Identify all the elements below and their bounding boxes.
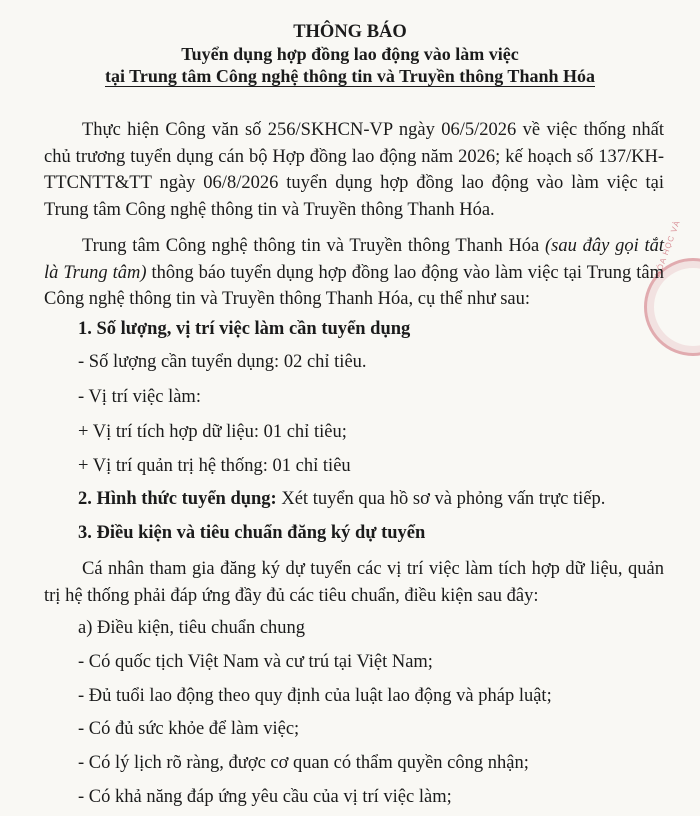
section2-heading: 2. Hình thức tuyển dụng: (78, 489, 277, 509)
intro-paragraph-1: Thực hiện Công văn số 256/SKHCN-VP ngày 06/5/2026 về việc thống nhất chủ trương tuyển dụng cán bộ Hợp đồng lao động năm 2026; kế hoạch số 137/KH-TTCNTT&TT ngày 06/8/2026 tuyển dụng hợp đồng lao động vào làm việc tại Trung tâm Công nghệ thông tin và Truyền thông Thanh Hóa. (44, 120, 664, 220)
stamp-text: HÓA HỌC VÀ (653, 218, 682, 279)
section3-heading: 3. Điều kiện và tiêu chuẩn đăng ký dự tuyển (78, 523, 426, 543)
document-title: THÔNG BÁO (293, 22, 407, 42)
section3-intro: Cá nhân tham gia đăng ký dự tuyển các vị trí việc làm tích hợp dữ liệu, quản trị hệ thống phải đáp ứng đầy đủ các tiêu chuẩn, điều kiện sau đây: (44, 559, 664, 606)
section1-item: + Vị trí quản trị hệ thống: 01 chỉ tiêu (78, 456, 351, 476)
document-subtitle-line2-wrap (0, 65, 700, 87)
document-subtitle-line2: tại Trung tâm Công nghệ thông tin và Truyền thông Thanh Hóa (105, 66, 595, 86)
section3-item: - Có đủ sức khỏe để làm việc; (78, 719, 300, 739)
section1-item: - Số lượng cần tuyển dụng: 02 chỉ tiêu. (78, 352, 367, 372)
section1-item: + Vị trí tích hợp dữ liệu: 01 chỉ tiêu; (78, 422, 347, 442)
intro-paragraph-2 (44, 233, 664, 313)
document-subtitle-line1: Tuyển dụng hợp đồng lao động vào làm việc (181, 44, 519, 64)
section3-item: - Có khả năng đáp ứng yêu cầu của vị trí việc làm; (78, 787, 452, 807)
section1-heading: 1. Số lượng, vị trí việc làm cần tuyển dụng (78, 319, 411, 339)
intro-p2-start: Trung tâm Công nghệ thông tin và Truyền thông Thanh Hóa (82, 236, 546, 256)
intro-p2-italic: (sau đây gọi tắt là Trung tâm) (44, 236, 664, 283)
document-header (0, 21, 700, 87)
section2-line (78, 488, 605, 510)
section3-item: a) Điều kiện, tiêu chuẩn chung (78, 618, 306, 638)
section2-text: Xét tuyển qua hồ sơ và phỏng vấn trực tiếp. (276, 489, 606, 509)
section3-item: - Đủ tuổi lao động theo quy định của luật lao động và pháp luật; (78, 686, 552, 706)
section3-item: - Có quốc tịch Việt Nam và cư trú tại Việt Nam; (78, 652, 433, 672)
section1-item: - Vị trí việc làm: (78, 387, 201, 407)
section3-item: - Có lý lịch rõ ràng, được cơ quan có thẩm quyền công nhận; (78, 753, 529, 773)
intro-p2-end: thông báo tuyển dụng hợp đồng lao động vào làm việc tại Trung tâm Công nghệ thông tin và Truyền thông Thanh Hóa, cụ thể như sau: (44, 262, 664, 309)
